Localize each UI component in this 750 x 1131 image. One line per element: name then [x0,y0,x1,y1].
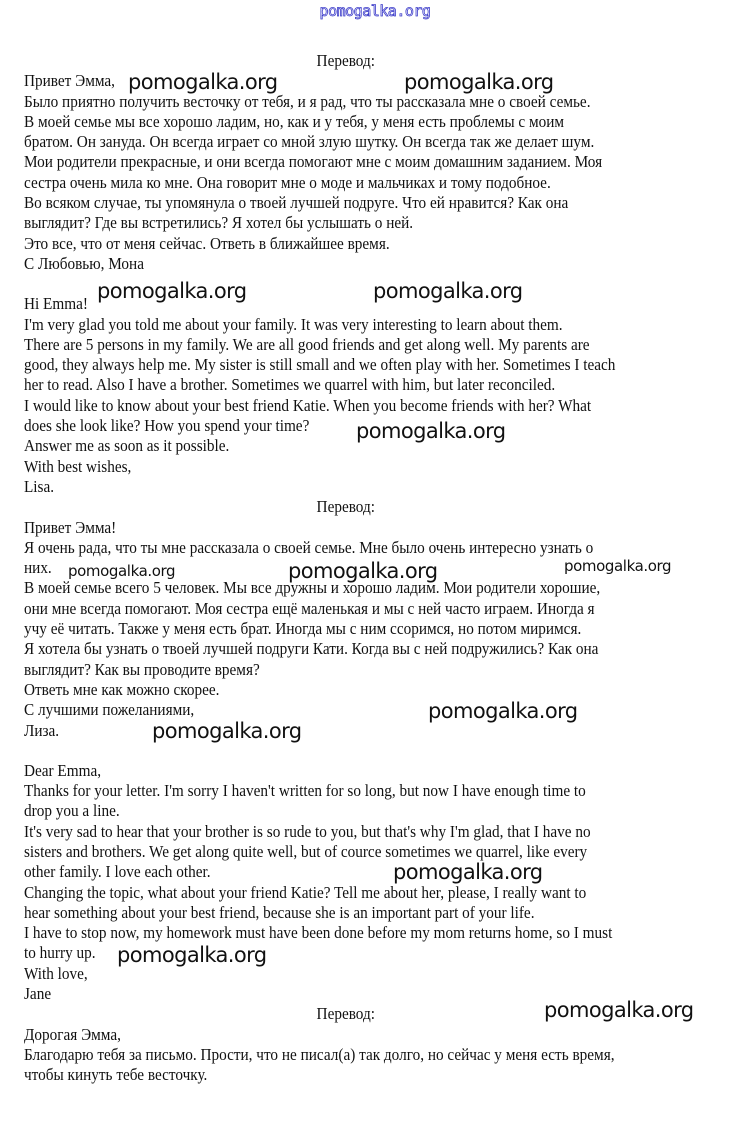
text-line: выглядит? Как вы проводите время? [24,659,260,679]
text-line: Я хотела бы узнать о твоей лучшей подруги Кати. Когда вы с ней подружились? Как она [24,639,599,659]
text-line: With best wishes, [24,456,132,476]
greeting: Привет Эмма! [24,517,117,537]
text-line: В моей семье всего 5 человек. Мы все дружны и хорошо ладим. Мои родители хорошие, [24,578,601,598]
signature: Lisa. [24,476,55,496]
watermark-text: pomogalka.org [564,557,672,575]
watermark-text: pomogalka.org [152,719,302,743]
text-line: I'm very glad you told me about your family. It was very interesting to learn about them. [24,314,563,334]
text-line: Thanks for your letter. I'm sorry I haven't written for so long, but now I have enough time to [24,781,586,801]
text-line: her to read. Also I have a brother. Sometimes we quarrel with him, but later reconciled. [24,375,556,395]
signature: Лиза. [24,720,60,740]
greeting: Hi Emma! [24,294,88,314]
watermark-text: pomogalka.org [428,699,578,723]
text-line: чтобы кинуть тебе весточку. [24,1065,208,1085]
text-line: does she look like? How you spend your time? [24,416,310,436]
text-line: С лучшими пожеланиями, [24,700,195,720]
text-line: Во всяком случае, ты упомянула о твоей лучшей подруге. Что ей нравится? Как она [24,193,569,213]
watermark-text: pomogalka.org [373,279,523,303]
text-line: Ответь мне как можно скорее. [24,679,220,699]
text-line: них. [24,558,52,578]
watermark-text: pomogalka.org [356,419,506,443]
text-line: good, they always help me. My sister is still small and we often play with her. Sometimes I teach [24,355,616,375]
text-line: сестра очень мила ко мне. Она говорит мне о моде и мальчиках и тому подобное. [24,172,551,192]
watermark-text: pomogalka.org [97,279,247,303]
text-line: Answer me as soon as it possible. [24,436,230,456]
watermark-text: pomogalka.org [288,559,438,583]
watermark-text: pomogalka.org [544,998,694,1022]
greeting: Dear Emma, [24,760,102,780]
text-line: sisters and brothers. We get along quite well, but of cource sometimes we quarrel, like every [24,841,588,861]
text-line: Благодарю тебя за письмо. Прости, что не писал(а) так долго, но сейчас у меня есть время, [24,1044,615,1064]
signature: Jane [24,984,52,1004]
text-line: It's very sad to hear that your brother is so rude to you, but that's why I'm glad, that I have no [24,821,591,841]
text-line: There are 5 persons in my family. We are all good friends and get along well. My parents are [24,334,590,354]
greeting: Дорогая Эмма, [24,1024,121,1044]
text-line: With love, [24,963,88,983]
watermark-text: pomogalka.org [128,70,278,94]
section-heading: Перевод: [316,1004,375,1024]
text-line: В моей семье мы все хорошо ладим, но, как и у тебя, у меня есть проблемы с моим [24,111,565,131]
text-line: I would like to know about your best friend Katie. When you become friends with her? What [24,395,592,415]
watermark-text: pomogalka.org [393,860,543,884]
signature: С Любовью, Мона [24,253,144,273]
section-heading: Перевод: [316,51,375,70]
text-line: братом. Он зануда. Он всегда играет со мной злую шутку. Он всегда так же делает шум. [24,132,595,152]
text-line: Мои родители прекрасные, и они всегда помогают мне с моим домашним заданием. Моя [24,152,603,172]
text-line: Changing the topic, what about your friend Katie? Tell me about her, please, I really want to [24,882,587,902]
text-line: Это все, что от меня сейчас. Ответь в ближайшее время. [24,233,390,253]
watermark-text: pomogalka.org [404,70,554,94]
text-line: drop you a line. [24,801,120,821]
text-line: выглядит? Где вы встретились? Я хотел бы услышать о ней. [24,213,414,233]
greeting: Привет Эмма, [24,71,115,91]
text-line: Я очень рада, что ты мне рассказала о своей семье. Мне было очень интересно узнать о [24,537,594,557]
text-line: hear something about your best friend, because she is an important part of your life. [24,902,535,922]
watermark-text: pomogalka.org [117,943,267,967]
section-heading: Перевод: [316,497,375,517]
text-line: to hurry up. [24,943,96,963]
text-line: I have to stop now, my homework must have been done before my mom returns home, so I must [24,923,613,943]
text-line: other family. I love each other. [24,862,211,882]
text-line: Было приятно получить весточку от тебя, и я рад, что ты рассказала мне о своей семье. [24,91,591,111]
text-line: учу её читать. Также у меня есть брат. Иногда мы с ним ссоримся, но потом миримся. [24,619,582,639]
text-line: они мне всегда помогают. Моя сестра ещё маленькая и мы с ней часто играем. Иногда я [24,598,595,618]
site-header-watermark[interactable]: pomogalka.org [319,2,431,20]
watermark-text: pomogalka.org [68,562,176,580]
